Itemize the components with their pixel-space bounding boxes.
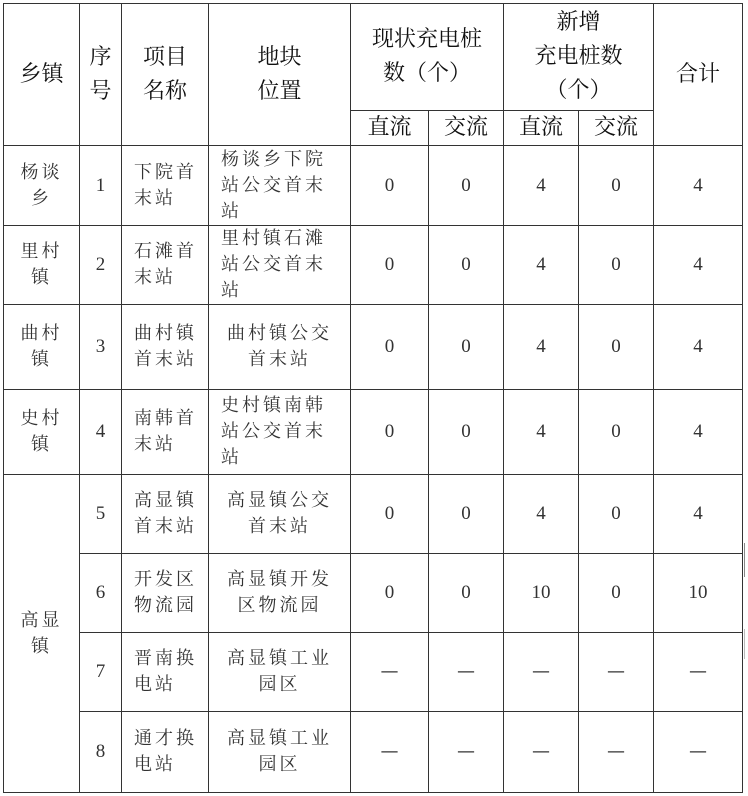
cell-existing-dc: 0 (351, 390, 429, 475)
cell-existing-dc: — (351, 712, 429, 793)
cell-added-dc: 4 (504, 475, 579, 554)
cell-existing-dc: — (351, 633, 429, 712)
cell-added-dc: 4 (504, 305, 579, 390)
town-text: 杨谈 乡 (20, 161, 63, 209)
location-text: 史村镇南韩 站公交首末 站 (221, 395, 326, 468)
page-edge-mark (744, 543, 745, 577)
project-text: 石滩首 末站 (134, 241, 197, 288)
header-added-text: 新增 充电桩数 （个） (534, 10, 623, 103)
cell-added-dc: 4 (504, 226, 579, 305)
project-text: 高显镇 首末站 (134, 490, 197, 537)
cell-added-dc: 10 (504, 554, 579, 633)
cell-existing-dc: 0 (351, 475, 429, 554)
cell-existing-ac: 0 (429, 305, 504, 390)
location-text: 高显镇开发 区物流园 (227, 569, 332, 616)
cell-project (122, 226, 209, 305)
header-total: 合计 (654, 4, 743, 146)
cell-seq: 2 (80, 226, 122, 305)
cell-town (4, 146, 80, 226)
town-text: 高显 镇 (20, 609, 63, 657)
header-existing-text: 现状充电桩 数（个） (372, 27, 483, 86)
cell-added-ac: — (579, 633, 654, 712)
cell-existing-dc: 0 (351, 146, 429, 226)
header-project (122, 4, 209, 146)
location-text: 高显镇公交 首末站 (227, 490, 332, 537)
cell-project (122, 146, 209, 226)
town-text: 史村 镇 (20, 408, 63, 455)
cell-location (209, 226, 351, 305)
header-location-text: 地块 位置 (257, 44, 302, 104)
cell-location (209, 633, 351, 712)
header-existing-dc: 直流 (351, 111, 429, 146)
location-text: 杨谈乡下院 站公交首末 站 (221, 148, 326, 222)
cell-existing-ac: 0 (429, 390, 504, 475)
cell-total: — (654, 633, 743, 712)
cell-added-ac: 0 (579, 226, 654, 305)
cell-location (209, 305, 351, 390)
charging-pile-table (3, 3, 743, 793)
cell-seq: 7 (80, 633, 122, 712)
cell-existing-dc: 0 (351, 554, 429, 633)
page-edge-mark (744, 629, 745, 659)
cell-location (209, 146, 351, 226)
cell-seq: 1 (80, 146, 122, 226)
cell-added-dc: — (504, 712, 579, 793)
cell-total: 4 (654, 305, 743, 390)
table-row (4, 475, 743, 554)
location-text: 高显镇工业 园区 (227, 728, 332, 775)
cell-total: — (654, 712, 743, 793)
project-text: 开发区 物流园 (134, 569, 197, 616)
cell-existing-ac: — (429, 633, 504, 712)
project-text: 下院首 末站 (134, 161, 197, 209)
location-text: 高显镇工业 园区 (227, 648, 332, 695)
header-added-dc: 直流 (504, 111, 579, 146)
cell-existing-ac: 0 (429, 554, 504, 633)
cell-town (4, 475, 80, 793)
cell-total: 4 (654, 390, 743, 475)
table-row (4, 390, 743, 475)
cell-town (4, 390, 80, 475)
cell-seq: 3 (80, 305, 122, 390)
cell-project (122, 712, 209, 793)
project-text: 曲村镇 首末站 (134, 323, 197, 370)
cell-project (122, 554, 209, 633)
cell-total: 4 (654, 226, 743, 305)
cell-seq: 4 (80, 390, 122, 475)
location-text: 曲村镇公交 首末站 (227, 323, 332, 370)
cell-added-ac: 0 (579, 146, 654, 226)
cell-location (209, 390, 351, 475)
cell-added-ac: 0 (579, 390, 654, 475)
cell-added-dc: 4 (504, 146, 579, 226)
cell-added-dc: 4 (504, 390, 579, 475)
header-existing-ac: 交流 (429, 111, 504, 146)
table-row (4, 305, 743, 390)
project-text: 南韩首 末站 (134, 408, 197, 455)
cell-total: 4 (654, 475, 743, 554)
cell-seq: 5 (80, 475, 122, 554)
cell-added-ac: 0 (579, 305, 654, 390)
header-seq-text: 序 号 (89, 44, 112, 104)
cell-existing-dc: 0 (351, 226, 429, 305)
cell-project (122, 305, 209, 390)
project-text: 通才换 电站 (134, 728, 197, 775)
table-row (4, 554, 743, 633)
cell-location (209, 475, 351, 554)
cell-seq: 6 (80, 554, 122, 633)
cell-added-ac: — (579, 712, 654, 793)
header-project-text: 项目 名称 (142, 44, 187, 104)
header-location (209, 4, 351, 146)
table-row (4, 712, 743, 793)
header-seq (80, 4, 122, 146)
cell-existing-dc: 0 (351, 305, 429, 390)
cell-location (209, 554, 351, 633)
table-row (4, 633, 743, 712)
cell-added-ac: 0 (579, 554, 654, 633)
table-row (4, 146, 743, 226)
cell-total: 10 (654, 554, 743, 633)
project-text: 晋南换 电站 (134, 648, 197, 695)
header-added (504, 4, 654, 111)
cell-added-dc: — (504, 633, 579, 712)
location-text: 里村镇石滩 站公交首末 站 (221, 228, 326, 301)
table-row (4, 226, 743, 305)
cell-existing-ac: — (429, 712, 504, 793)
cell-town (4, 226, 80, 305)
cell-location (209, 712, 351, 793)
cell-added-ac: 0 (579, 475, 654, 554)
cell-project (122, 390, 209, 475)
cell-total: 4 (654, 146, 743, 226)
header-added-ac: 交流 (579, 111, 654, 146)
town-text: 里村 镇 (20, 241, 63, 288)
town-text: 曲村 镇 (20, 323, 63, 370)
cell-seq: 8 (80, 712, 122, 793)
cell-project (122, 633, 209, 712)
cell-existing-ac: 0 (429, 475, 504, 554)
cell-project (122, 475, 209, 554)
cell-existing-ac: 0 (429, 226, 504, 305)
header-existing (351, 4, 504, 111)
header-town: 乡镇 (4, 4, 80, 146)
cell-existing-ac: 0 (429, 146, 504, 226)
cell-town (4, 305, 80, 390)
